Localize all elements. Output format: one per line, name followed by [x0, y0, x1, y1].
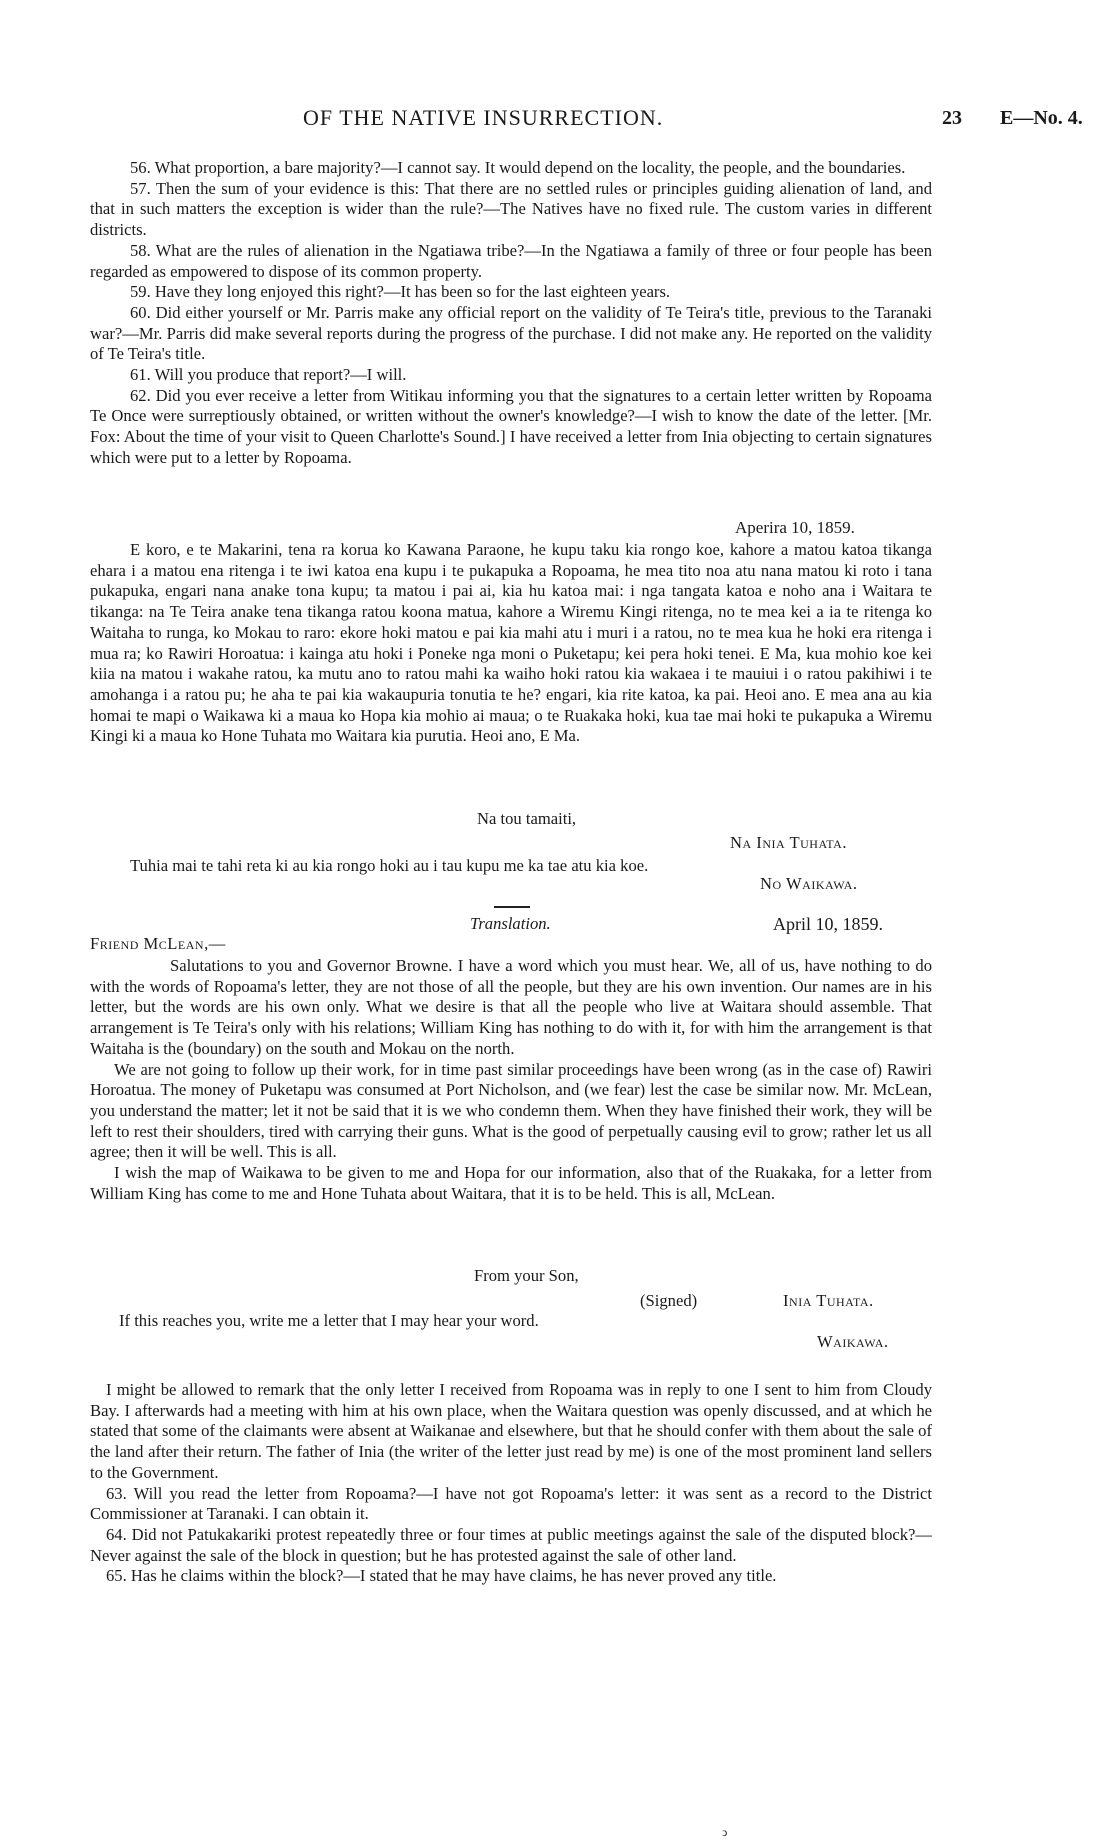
question-paragraph: 59. Have they long enjoyed this right?—It has been so for the last eighteen years.	[130, 282, 671, 302]
maori-letter-date: Aperira 10, 1859.	[735, 518, 855, 537]
evidence-questions-56-62	[90, 158, 932, 469]
signed-label: (Signed)	[640, 1291, 698, 1310]
translation-body	[90, 956, 932, 1204]
question-paragraph: 60. Did either yourself or Mr. Parris make any official report on the validity of Te Teira's title, previous to the Taranaki war?—Mr. Parris did make several reports during the progress of the purchase. I did not make any. He reported on the validity of Te Teira's title.	[90, 302, 932, 364]
maori-letter-text: E koro, e te Makarini, tena ra korua ko Kawana Paraone, he kupu taku kia rongo koe, kahore a matou katoa tikanga ehara i a matou ena ritenga i te iwi katoa ena kupu i te pukapuka a Ropoama, he mea tito noa atu nana matou ki roto i tana pukapuka, engari nana anake tona kupu; ta matou i pai ai, kia hu katoa mai: i nga tangata katoa e noho ana i Waitara te tikanga: na Te Teira anake tena tikanga ratou koona matua, kahore a Wiremu Kingi ritenga, no te mea kei a ia te ritenga ko Waitaha to runga, ko Mokau to raro: ekore hoki matou e pai kia mahi atu i muri i a ratou, no te mea kua he hoki era ritenga i mua ra; ko Rawiri Horoatua: i kainga atu hoki i Poneke nga moni o Puketapu; kei pera hoki tenei. E Ma, kua mohio koe kei kiia na matou i wakahe ratou, ka mutu ano to ratou mahi ka waiho hoki ratou kia wakaea i te mauiui i o ratou pakihiwi i te amohanga i a ratou pu; he aha te pai kia wakaupuria tonutia te he? engari, kia rite katoa, ka pai. Heoi ano. E mea ana au kia homai te mapi o Waikawa ki a maua ko Hopa kia mohio ai maua; o te Ruakaka hoki, kua tae mai hoki te pukapuka a Wiremu Kingi ki a maua ko Hone Tuhata mo Waitara kia purutia. Heoi ano, E Ma.	[90, 540, 932, 746]
remark-paragraph: I might be allowed to remark that the only letter I received from Ropoama was in reply to one I sent to him from Cloudy Bay. I afterwards had a meeting with him at his own place, when the Waitara question was openly discussed, and at which he stated that some of the claimants were absent at Waikanae and elsewhere, but that he should confer with them about the sale of the land after their return. The father of Inia (the writer of the letter just read by me) is one of the most prominent land sellers to the Government.	[90, 1380, 932, 1482]
maori-letter-location: No Waikawa.	[760, 874, 858, 893]
question-paragraph: 58. What are the rules of alienation in the Ngatiawa tribe?—In the Ngatiawa a family of three or four people has been regarded as empowered to dispose of its common property.	[90, 240, 932, 281]
maori-letter-postscript: Tuhia mai te tahi reta ki au kia rongo hoki au i tau kupu me ka tae atu kia koe.	[130, 856, 649, 875]
translation-paragraph: I wish the map of Waikawa to be given to me and Hopa for our information, also that of the Ruakaka, for a letter from William King has come to me and Hone Tuhata about Waitara, that it is to be held. This is all, McLean.	[90, 1163, 932, 1203]
section-divider	[494, 906, 530, 908]
translation-location: Waikawa.	[817, 1332, 889, 1351]
question-paragraph: 61. Will you produce that report?—I will.	[130, 365, 407, 385]
maori-letter-closing: Na tou tamaiti,	[477, 809, 577, 828]
maori-letter-signature: Na Inia Tuhata.	[730, 833, 847, 852]
printer-mark: ↄ	[722, 1825, 728, 1839]
evidence-questions-63-65	[90, 1380, 932, 1587]
maori-letter-body	[90, 540, 932, 747]
question-paragraph: 65. Has he claims within the block?—I stated that he may have claims, he has never proved any title.	[106, 1566, 777, 1586]
question-paragraph: 62. Did you ever receive a letter from Witikau informing you that the signatures to a certain letter written by Ropoama Te Once were surreptiously obtained, or written without the owner's knowledge?—I wish to know the date of the letter. [Mr. Fox: About the time of your visit to Queen Charlotte's Sound.] I have received a letter from Inia objecting to certain signatures which were put to a letter by Ropoama.	[90, 385, 932, 467]
translation-signature: Inia Tuhata.	[783, 1291, 874, 1310]
page-number: 23	[942, 107, 962, 129]
translation-heading: Translation.	[470, 914, 551, 933]
translation-paragraph: We are not going to follow up their work, for in time past similar proceedings have been wrong (as in the case of) Rawiri Horoatua. The money of Puketapu was consumed at Port Nicholson, and (we fear) lest the case be similar now. Mr. McLean, you understand the matter; let it not be said that it is we who condemn them. When they have finished their work, they will be left to rest their shoulders, tired with carrying their guns. What is the good of perpetually causing evil to grow; rather let us all agree; then it will be well. This is all.	[90, 1059, 932, 1162]
paper-reference: E—No. 4.	[1000, 107, 1083, 129]
translation-closing: From your Son,	[474, 1266, 579, 1285]
running-title: OF THE NATIVE INSURRECTION.	[303, 105, 664, 130]
translation-salutation: Friend McLean,—	[90, 934, 226, 953]
translation-date: April 10, 1859.	[773, 914, 883, 934]
translation-paragraph: Salutations to you and Governor Browne. I have a word which you must hear. We, all of us, have nothing to do with the words of Ropoama's letter, they are not those of all the people, but they are his own invention. Our names are in his letter, but the words are his own only. What we desire is that all the people who live at Waitara should assemble. That arrangement is Te Teira's only with his relations; William King has nothing to do with it, for with him the arrangement is that Waitaha is the (boundary) on the south and Mokau on the north.	[90, 956, 932, 1058]
page-header	[0, 105, 1114, 138]
question-paragraph: 64. Did not Patukakariki protest repeatedly three or four times at public meetings against the sale of the disputed block?—Never against the sale of the block in question; but he has protested against the sale of other land.	[90, 1524, 932, 1565]
question-paragraph: 57. Then the sum of your evidence is this: That there are no settled rules or principles guiding alienation of land, and that in such matters the exception is wider than the rule?—The Natives have no fixed rule. The custom varies in different districts.	[90, 178, 932, 240]
translation-postscript: If this reaches you, write me a letter that I may hear your word.	[119, 1311, 539, 1330]
question-paragraph: 63. Will you read the letter from Ropoama?—I have not got Ropoama's letter: it was sent as a record to the District Commissioner at Taranaki. I can obtain it.	[90, 1483, 932, 1524]
question-paragraph: 56. What proportion, a bare majority?—I cannot say. It would depend on the locality, the people, and the boundaries.	[130, 158, 906, 177]
